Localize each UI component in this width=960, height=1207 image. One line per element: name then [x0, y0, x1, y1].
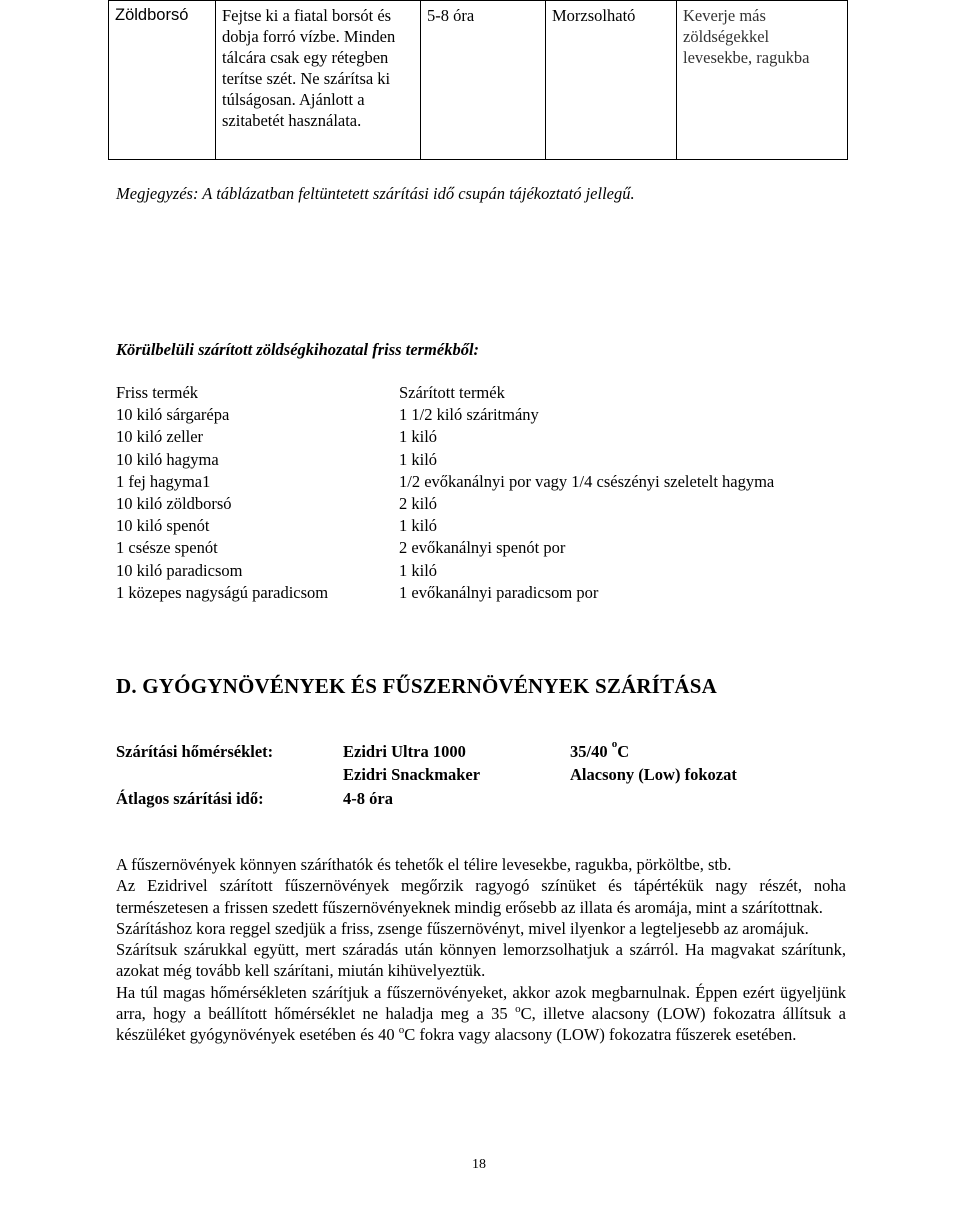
yield-row: [116, 471, 916, 493]
yield-fresh: 1 fej hagyma1: [116, 471, 211, 491]
yield-dried: 1 1/2 kiló száritmány: [399, 405, 539, 425]
time-label: Átlagos szárítási idő:: [116, 789, 264, 808]
yield-row: [116, 449, 916, 471]
page-number: 18: [472, 1157, 486, 1172]
yield-dried: 1 kiló: [399, 560, 438, 580]
vegetable-table: [108, 0, 848, 160]
yield-dried: 1 kiló: [399, 449, 438, 469]
yield-row: [116, 582, 916, 604]
yield-fresh: 10 kiló zöldborsó: [116, 494, 232, 513]
param-row-time: [116, 789, 916, 811]
yield-title: Körülbelüli szárított zöldségkihozatal friss termékből:: [116, 340, 480, 359]
body-text: [116, 854, 846, 1046]
yield-row: [116, 537, 916, 559]
paragraph: A fűszernövények könnyen száríthatók és tehetők el télire levesekbe, ragukba, pörköltbe, stb.: [116, 855, 732, 874]
yield-row: [116, 426, 916, 448]
table-cell-name: Zöldborsó: [109, 1, 216, 160]
yield-row: [116, 560, 916, 582]
yield-row: [116, 493, 916, 515]
yield-dried: 2 kiló: [399, 494, 438, 513]
yield-row: [116, 382, 916, 404]
device1-name: Ezidri Ultra 1000: [343, 742, 466, 761]
temp-label: Szárítási hőmérséklet:: [116, 742, 274, 761]
yield-dried: 1/2 evőkanálnyi por vagy 1/4 csészényi szeletelt hagyma: [399, 471, 775, 491]
paragraph: Ha túl magas hőmérsékleten szárítjuk a fűszernövényeket, akkor azok megbarnulnak. Éppen ezért ügyeljünk arra, hogy a beállított hőmérséklet ne haladja meg a 35 $^o$C, illetve alacsony (LOW) fokozatra állítsuk a készüléket gyógynövények esetében és 40 $^o$C fokra vagy alacsony (LOW) fokozatra fűszerek esetében.: [116, 982, 846, 1045]
yield-fresh: Friss termék: [116, 383, 199, 402]
yield-fresh: 10 kiló sárgarépa: [116, 405, 230, 425]
yield-dried: Szárított termék: [399, 383, 505, 402]
yield-dried: 1 kiló: [399, 427, 438, 447]
yield-dried: 2 evőkanálnyi spenót por: [399, 538, 566, 558]
table-cell-state: Morzsolható: [546, 1, 677, 160]
yield-row: [116, 404, 916, 426]
param-row-temp: [116, 738, 916, 764]
device2-name: Ezidri Snackmaker: [343, 765, 481, 784]
table-row: [109, 1, 848, 160]
table-note: Megjegyzés: A táblázatban feltüntetett szárítási idő csupán tájékoztató jellegű.: [116, 184, 635, 203]
yield-fresh: 10 kiló zeller: [116, 427, 204, 447]
table-cell-prep: Fejtse ki a fiatal borsót és dobja forró vízbe. Minden tálcára csak egy rétegben terítse szét. Ne szárítsa ki túlságosan. Ajánlott a szitabetét használata.: [216, 1, 421, 160]
paragraph: Szárítsuk szárukkal együtt, mert száradás után könnyen lemorzsolhatjuk a szárról. Ha magvakat szárítunk, azokat még tovább kell szárítani, miután kihüvelyeztük.: [116, 940, 846, 981]
table-cell-time: 5-8 óra: [421, 1, 546, 160]
time-value: 4-8 óra: [343, 789, 393, 808]
yield-fresh: 10 kiló hagyma: [116, 449, 219, 469]
yield-fresh: 10 kiló paradicsom: [116, 560, 243, 580]
param-row-device2: [116, 765, 916, 787]
yield-fresh: 10 kiló spenót: [116, 516, 210, 536]
paragraph: Szárításhoz kora reggel szedjük a friss, zsenge fűszernövényt, mivel ilyenkor a legteljesebb az aromájuk.: [116, 918, 809, 938]
yield-row: [116, 515, 916, 537]
device1-temp: 35/40 $^o$C: [570, 738, 630, 761]
yield-fresh: 1 csésze spenót: [116, 538, 218, 558]
yield-dried: 1 evőkanálnyi paradicsom por: [399, 582, 599, 602]
table-cell-use: Keverje más zöldségekkel levesekbe, ragukba: [677, 1, 848, 160]
yield-fresh: 1 közepes nagyságú paradicsom: [116, 582, 329, 602]
paragraph: Az Ezidrivel szárított fűszernövények megőrzik ragyogó színüket és tápértékük nagy részét, noha természetesen a frissen szedett fűszernövényeknek mindig erősebb az illata és aromája, mint a szárítottnak.: [116, 876, 846, 917]
yield-dried: 1 kiló: [399, 516, 438, 536]
device2-setting: Alacsony (Low) fokozat: [570, 765, 737, 784]
section-d-title: D. GYÓGYNÖVÉNYEK ÉS FŰSZERNÖVÉNYEK SZÁRÍTÁSA: [116, 674, 717, 698]
